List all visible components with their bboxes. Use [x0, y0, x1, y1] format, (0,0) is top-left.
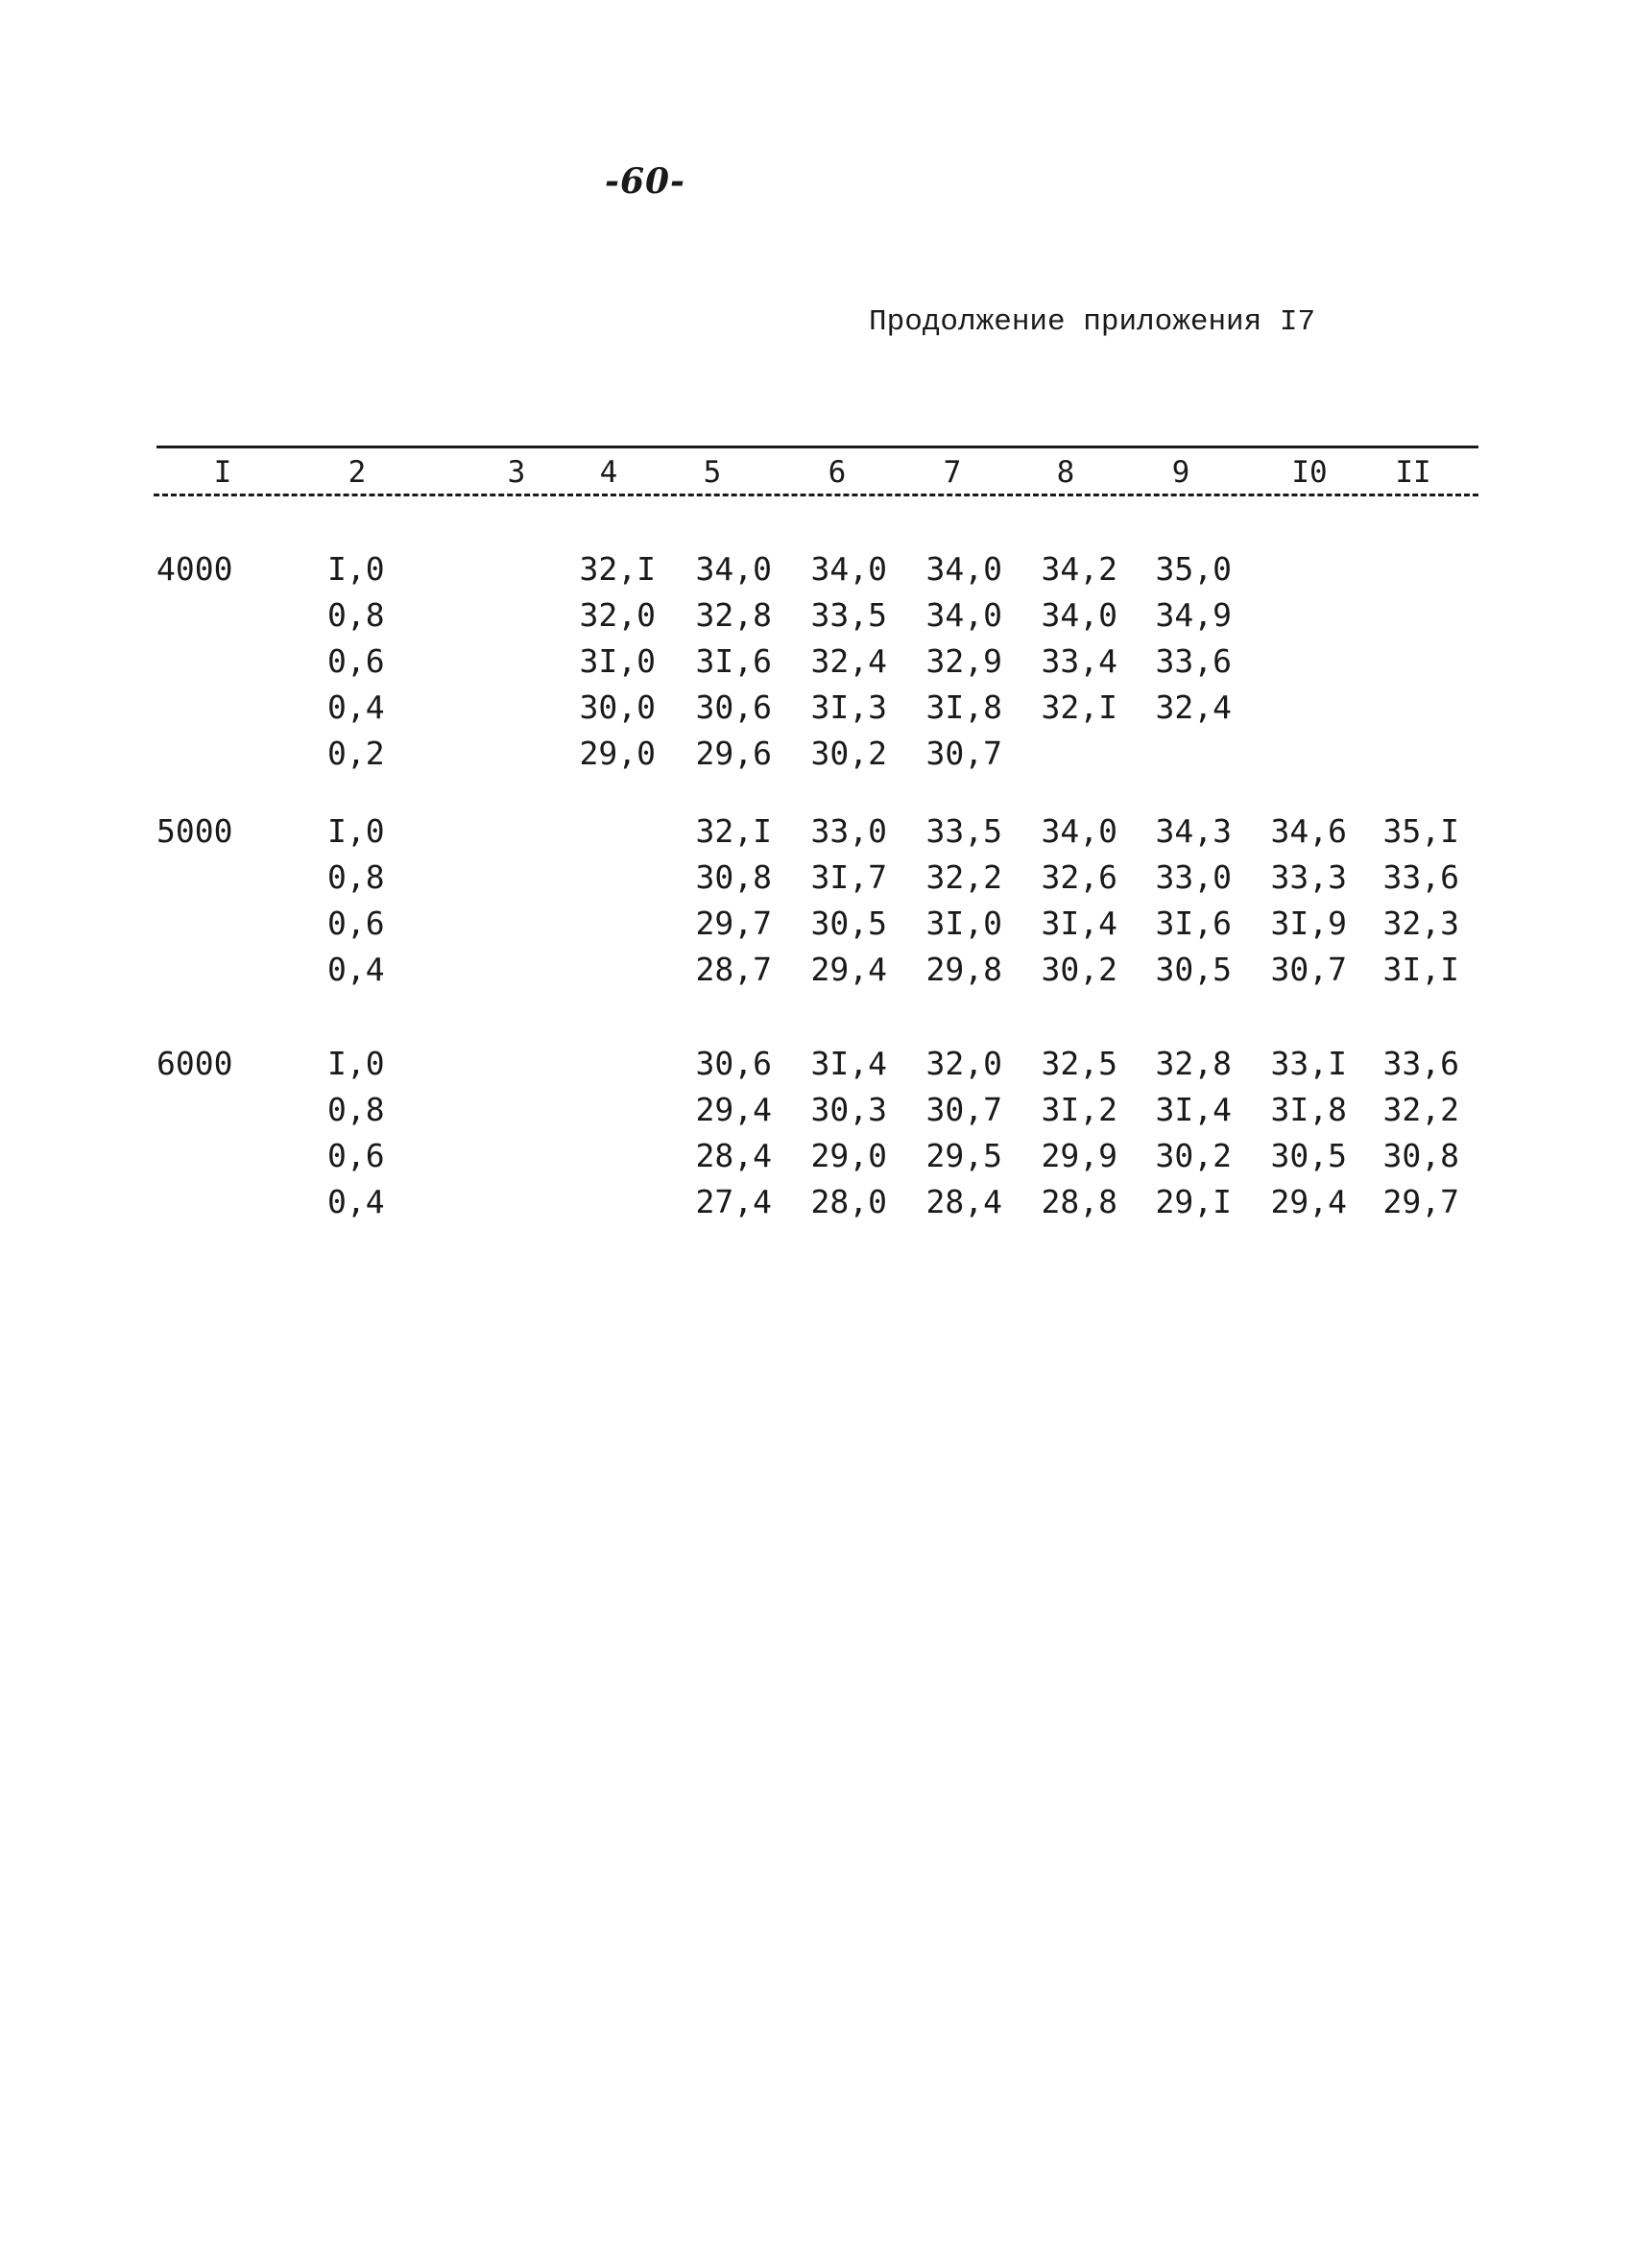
table-cell: 34,9: [1155, 596, 1232, 634]
column-header: 2: [317, 455, 397, 490]
page-number: -60-: [605, 161, 685, 202]
table-header: [0, 455, 1633, 494]
row-param: I,0: [327, 550, 385, 588]
table-cell: 32,I: [579, 550, 656, 588]
table-cell: 34,0: [810, 550, 887, 588]
table-cell: 32,0: [579, 596, 656, 634]
table-cell: 35,I: [1382, 812, 1459, 850]
table-cell: 28,0: [810, 1183, 887, 1220]
table-cell: 30,6: [695, 688, 772, 726]
table-cell: 32,I: [1041, 688, 1117, 726]
table-cell: 32,8: [1155, 1045, 1232, 1082]
table-cell: 32,3: [1382, 905, 1459, 942]
table-cell: 28,4: [925, 1183, 1002, 1220]
table-cell: 33,6: [1382, 858, 1459, 896]
table-cell: 33,3: [1270, 858, 1347, 896]
row-param: I,0: [327, 812, 385, 850]
table-cell: 3I,4: [810, 1045, 887, 1082]
table-cell: 30,2: [810, 735, 887, 772]
table-cell: 28,8: [1041, 1183, 1117, 1220]
table-cell: 3I,3: [810, 688, 887, 726]
table-cell: 3I,0: [925, 905, 1002, 942]
table-cell: 34,0: [925, 550, 1002, 588]
table-cell: 3I,0: [579, 642, 656, 680]
table-cell: 29,I: [1155, 1183, 1232, 1220]
group-label: 4000: [156, 550, 233, 588]
table-cell: 29,4: [810, 951, 887, 988]
table-cell: 33,0: [1155, 858, 1232, 896]
table-cell: 30,5: [1155, 951, 1232, 988]
table-cell: 30,0: [579, 688, 656, 726]
table-cell: 29,7: [695, 905, 772, 942]
table-cell: 35,0: [1155, 550, 1232, 588]
table-cell: 34,6: [1270, 812, 1347, 850]
table-cell: 29,0: [579, 735, 656, 772]
table-cell: 30,6: [695, 1045, 772, 1082]
table-cell: 32,2: [925, 858, 1002, 896]
table-cell: 3I,8: [925, 688, 1002, 726]
table-cell: 34,0: [1041, 596, 1117, 634]
table-cell: 33,I: [1270, 1045, 1347, 1082]
column-header: 8: [1025, 455, 1106, 490]
row-param: 0,8: [327, 596, 385, 634]
column-header: 5: [672, 455, 753, 490]
table-cell: 30,3: [810, 1091, 887, 1128]
row-param: I,0: [327, 1045, 385, 1082]
table-cell: 29,5: [925, 1137, 1002, 1174]
row-param: 0,4: [327, 1183, 385, 1220]
table-cell: 32,4: [1155, 688, 1232, 726]
table-cell: 30,7: [925, 1091, 1002, 1128]
row-param: 0,8: [327, 1091, 385, 1128]
row-param: 0,2: [327, 735, 385, 772]
table-cell: 27,4: [695, 1183, 772, 1220]
table-cell: 3I,7: [810, 858, 887, 896]
table-cell: 33,4: [1041, 642, 1117, 680]
table-cell: 34,0: [925, 596, 1002, 634]
column-header: II: [1373, 455, 1453, 490]
table-cell: 33,5: [925, 812, 1002, 850]
table-cell: 32,I: [695, 812, 772, 850]
column-header: 3: [476, 455, 557, 490]
table-cell: 32,5: [1041, 1045, 1117, 1082]
table-cell: 32,6: [1041, 858, 1117, 896]
continuation-heading: Продолжение приложения I7: [869, 305, 1316, 339]
table-cell: 3I,6: [1155, 905, 1232, 942]
table-cell: 34,3: [1155, 812, 1232, 850]
row-param: 0,4: [327, 951, 385, 988]
column-header: I: [182, 455, 263, 490]
table-cell: 3I,9: [1270, 905, 1347, 942]
table-cell: 3I,4: [1041, 905, 1117, 942]
column-header: 6: [797, 455, 877, 490]
table-cell: 29,6: [695, 735, 772, 772]
table-cell: 3I,6: [695, 642, 772, 680]
table-cell: 33,6: [1155, 642, 1232, 680]
table-cell: 29,4: [695, 1091, 772, 1128]
group-label: 6000: [156, 1045, 233, 1082]
table-cell: 30,8: [695, 858, 772, 896]
table-cell: 29,9: [1041, 1137, 1117, 1174]
table-cell: 34,0: [695, 550, 772, 588]
row-param: 0,4: [327, 688, 385, 726]
column-header: 9: [1141, 455, 1221, 490]
table-cell: 33,6: [1382, 1045, 1459, 1082]
table-cell: 3I,8: [1270, 1091, 1347, 1128]
table-header-rule: [154, 494, 1478, 496]
table-cell: 30,7: [1270, 951, 1347, 988]
table-cell: 30,8: [1382, 1137, 1459, 1174]
table-cell: 29,7: [1382, 1183, 1459, 1220]
table-cell: 32,2: [1382, 1091, 1459, 1128]
column-header: 4: [568, 455, 649, 490]
table-cell: 32,4: [810, 642, 887, 680]
row-param: 0,6: [327, 905, 385, 942]
table-top-rule: [156, 446, 1478, 448]
table-cell: 28,7: [695, 951, 772, 988]
table-cell: 30,5: [810, 905, 887, 942]
table-cell: 30,5: [1270, 1137, 1347, 1174]
table-cell: 33,5: [810, 596, 887, 634]
table-cell: 30,2: [1155, 1137, 1232, 1174]
table-cell: 32,8: [695, 596, 772, 634]
table-cell: 30,2: [1041, 951, 1117, 988]
row-param: 0,6: [327, 642, 385, 680]
table-cell: 3I,4: [1155, 1091, 1232, 1128]
row-param: 0,6: [327, 1137, 385, 1174]
table-cell: 33,0: [810, 812, 887, 850]
table-cell: 29,8: [925, 951, 1002, 988]
table-cell: 29,0: [810, 1137, 887, 1174]
table-cell: 3I,I: [1382, 951, 1459, 988]
table-cell: 34,0: [1041, 812, 1117, 850]
column-header: I0: [1269, 455, 1350, 490]
table-cell: 29,4: [1270, 1183, 1347, 1220]
table-cell: 30,7: [925, 735, 1002, 772]
table-cell: 3I,2: [1041, 1091, 1117, 1128]
table-cell: 32,0: [925, 1045, 1002, 1082]
table-cell: 28,4: [695, 1137, 772, 1174]
table-cell: 32,9: [925, 642, 1002, 680]
table-cell: 34,2: [1041, 550, 1117, 588]
column-header: 7: [912, 455, 993, 490]
group-label: 5000: [156, 812, 233, 850]
row-param: 0,8: [327, 858, 385, 896]
